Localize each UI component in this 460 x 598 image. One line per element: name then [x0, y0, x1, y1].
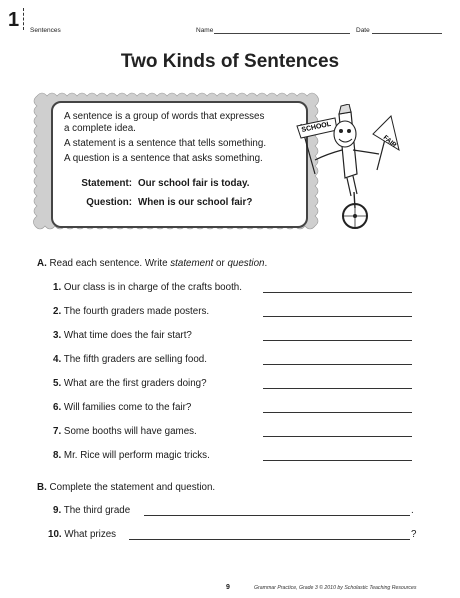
example-text: Our school fair is today.	[138, 178, 250, 189]
list-item	[53, 378, 207, 389]
mascot-illustration	[287, 104, 407, 232]
answer-line[interactable]	[263, 292, 412, 293]
item-number: 4.	[53, 354, 62, 365]
item-text: What prizes	[64, 529, 117, 540]
list-item	[53, 402, 191, 413]
item-number: 3.	[53, 330, 62, 341]
item-number: 6.	[53, 402, 62, 413]
answer-line[interactable]	[263, 364, 412, 365]
name-label: Name	[196, 27, 214, 34]
instruction-text: .	[264, 258, 268, 269]
section-b-letter: B.	[37, 482, 47, 493]
rule-line: A question is a sentence that asks something.	[64, 153, 263, 164]
list-item	[53, 354, 207, 365]
flag-right-text: FAIR	[381, 134, 398, 150]
answer-line[interactable]	[263, 316, 412, 317]
item-text: The fourth graders made posters.	[63, 306, 210, 317]
item-text: Mr. Rice will perform magic tricks.	[63, 450, 210, 461]
answer-line[interactable]	[263, 460, 412, 461]
answer-line[interactable]	[263, 340, 412, 341]
item-number: 8.	[53, 450, 62, 461]
section-a-letter: A.	[37, 258, 47, 269]
list-item	[53, 306, 209, 317]
answer-line[interactable]	[263, 436, 412, 437]
list-item	[53, 426, 197, 437]
example-label: Question:	[86, 197, 132, 208]
instruction-text: Complete the statement and question.	[49, 482, 216, 493]
list-item	[53, 282, 242, 293]
rule-line: A sentence is a group of words that expresses	[64, 111, 265, 122]
date-field[interactable]	[372, 33, 442, 34]
list-item	[53, 330, 192, 341]
example-label: Statement:	[81, 178, 132, 189]
section-b-instruction	[37, 482, 215, 493]
item-end-punctuation: ?	[411, 529, 417, 540]
item-number: 2.	[53, 306, 62, 317]
item-number: 10.	[48, 529, 62, 540]
page-number: 9	[226, 584, 230, 591]
answer-line[interactable]	[263, 412, 412, 413]
item-text: What time does the fair start?	[63, 330, 192, 341]
unit-number: 1	[8, 9, 20, 31]
copyright-credit: Grammar Practice, Grade 3 © 2010 by Scholastic Teaching Resources	[254, 585, 417, 591]
item-text: What are the first graders doing?	[63, 378, 207, 389]
rule-line: a complete idea.	[64, 123, 136, 134]
instruction-emphasis: statement	[170, 258, 214, 269]
item-number: 5.	[53, 378, 62, 389]
page-title: Two Kinds of Sentences	[120, 51, 340, 72]
example-text: When is our school fair?	[138, 197, 253, 208]
item-text: Will families come to the fair?	[63, 402, 192, 413]
list-item	[53, 450, 210, 461]
item-text: The third grade	[63, 505, 131, 516]
rule-line: A statement is a sentence that tells something.	[64, 138, 267, 149]
list-item	[53, 505, 130, 516]
answer-line[interactable]	[144, 515, 410, 516]
instruction-emphasis: question	[227, 258, 265, 269]
date-label: Date	[356, 27, 370, 34]
section-a-instruction	[37, 258, 267, 269]
item-number: 1.	[53, 282, 62, 293]
item-number: 9.	[53, 505, 62, 516]
instruction-text: or	[213, 258, 228, 269]
name-field[interactable]	[214, 33, 350, 34]
answer-line[interactable]	[129, 539, 410, 540]
instruction-text: Read each sentence. Write	[49, 258, 171, 269]
item-number: 7.	[53, 426, 62, 437]
item-end-punctuation: .	[411, 505, 414, 516]
list-item	[48, 529, 116, 540]
item-text: Some booths will have games.	[63, 426, 197, 437]
unit-label: Sentences	[30, 27, 61, 34]
unit-divider	[23, 8, 24, 30]
item-text: The fifth graders are selling food.	[63, 354, 207, 365]
flag-left-text: SCHOOL	[300, 120, 332, 134]
item-text: Our class is in charge of the crafts booth.	[63, 282, 242, 293]
answer-line[interactable]	[263, 388, 412, 389]
